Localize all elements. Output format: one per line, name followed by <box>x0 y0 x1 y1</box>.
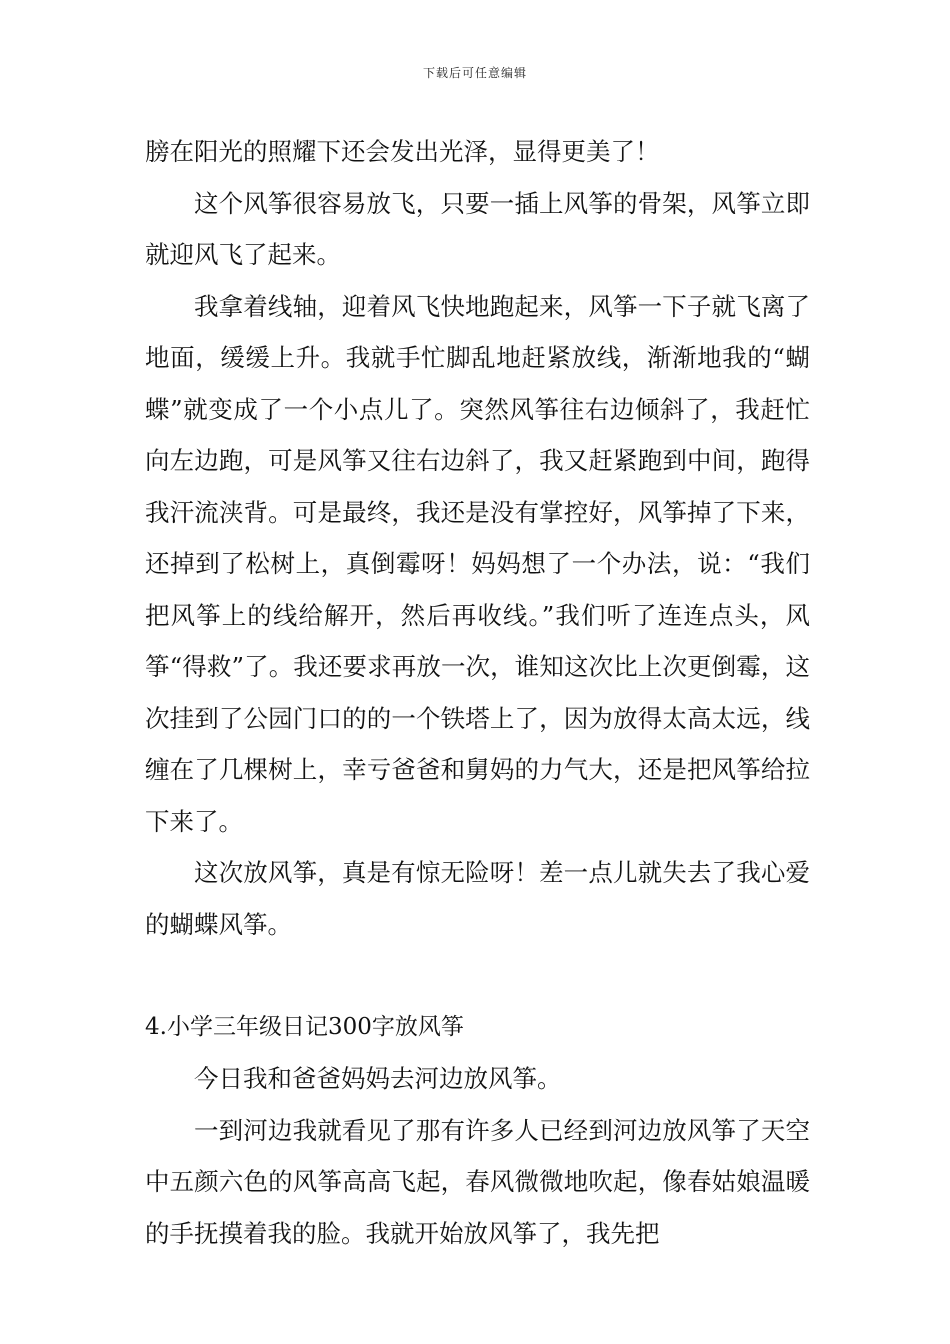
paragraph-flying-the-kite: 我拿着线轴，迎着风飞快地跑起来，风筝一下子就飞离了地面，缓缓上升。我就手忙脚乱地赶紧放线，渐渐地我的“蝴蝶”就变成了一个小点儿了。突然风筝往右边倾斜了，我赶忙向左边跑，可是风筝又往右边斜了，我又赶紧跑到中间，跑得我汗流浃背。可是最终，我还是没有掌控好，风筝掉了下来，还掉到了松树上，真倒霉呀！妈妈想了一个办法，说：“我们把风筝上的线给解开，然后再收线。”我们听了连连点头，风筝“得救”了。我还要求再放一次，谁知这次比上次更倒霉，这次挂到了公园门口的的一个铁塔上了，因为放得太高太远，线缠在了几棵树上，幸亏爸爸和舅妈的力气大，还是把风筝给拉下来了。 <box>145 291 810 836</box>
paragraph-river-trip: 今日我和爸爸妈妈去河边放风筝。 <box>194 1064 562 1093</box>
section-heading: 4.小学三年级日记300字放风筝 <box>145 1013 464 1040</box>
paragraph-continuation: 膀在阳光的照耀下还会发出光泽，显得更美了！ <box>145 137 660 166</box>
paragraph-river-scene: 一到河边我就看见了那有许多人已经到河边放风筝了天空中五颜六色的风筝高高飞起，春风微微地吹起，像春姑娘温暖的手抚摸着我的脸。我就开始放风筝了，我先把 <box>145 1115 810 1248</box>
document-body <box>145 126 810 1259</box>
paragraph-kite-easy-to-fly: 这个风筝很容易放飞，只要一插上风筝的骨架，风筝立即就迎风飞了起来。 <box>145 188 810 269</box>
paragraph-conclusion: 这次放风筝，真是有惊无险呀！差一点儿就失去了我心爱的蝴蝶风筝。 <box>145 858 810 939</box>
page-header: 下载后可任意编辑 <box>422 66 527 80</box>
